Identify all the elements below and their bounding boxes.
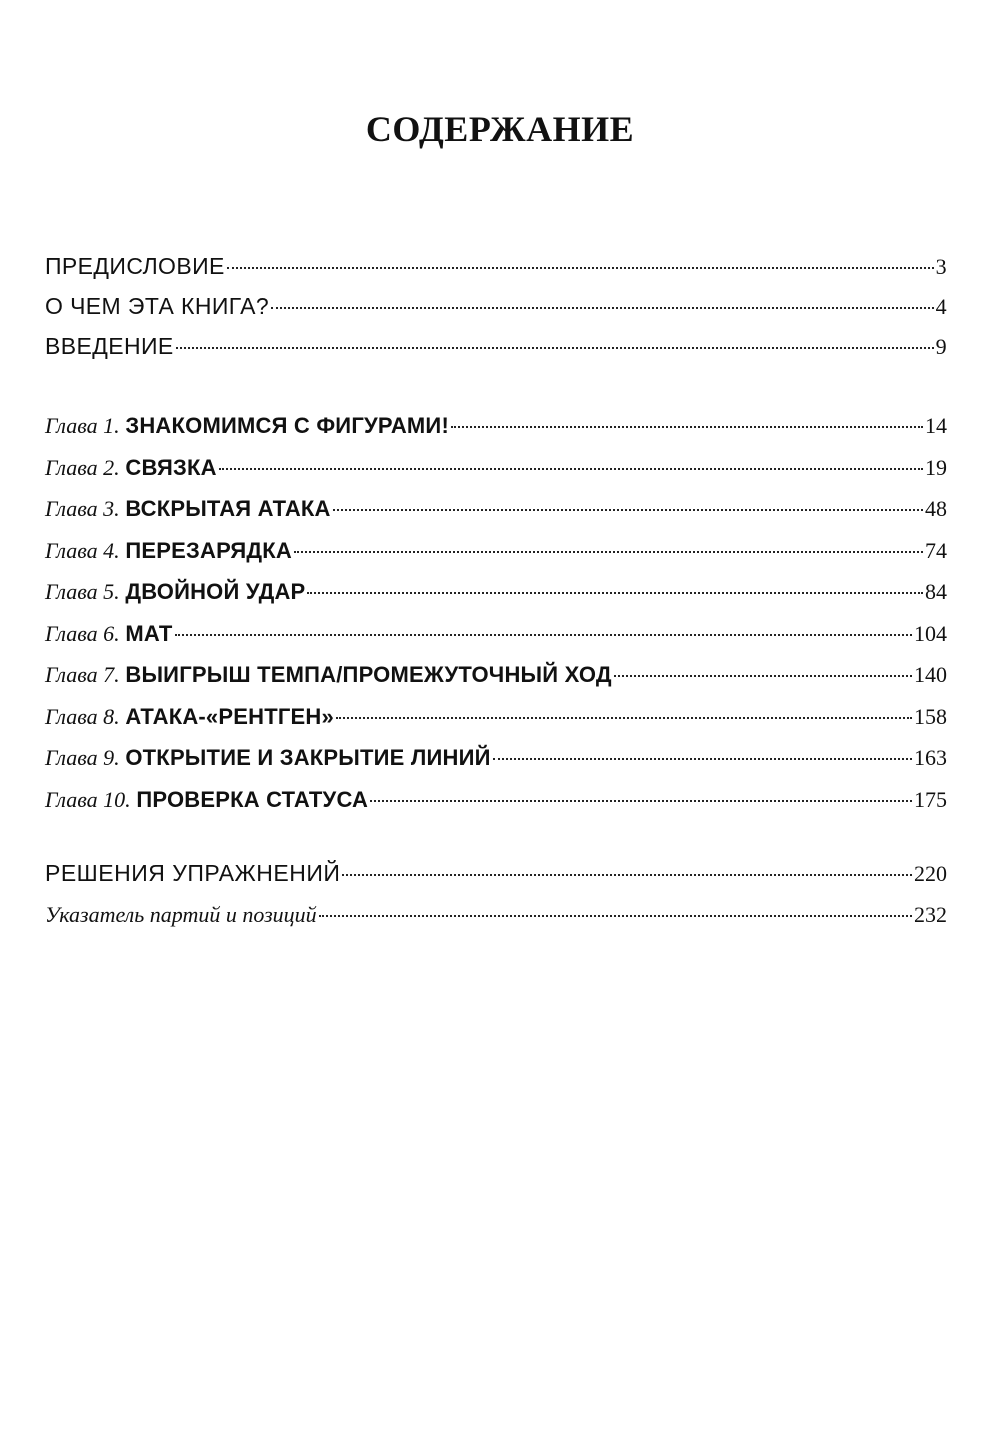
toc-page-number: 14	[925, 413, 947, 438]
dot-leader	[219, 468, 923, 470]
toc-chapter-3	[45, 496, 947, 538]
chapter-title: ЗНАКОМИМСЯ С ФИГУРАМИ!	[125, 413, 449, 438]
chapter-title: МАТ	[125, 620, 173, 646]
chapter-prefix: Глава 7.	[45, 662, 120, 687]
toc-chapter-6	[45, 621, 947, 663]
toc-entry-label: О ЧЕМ ЭТА КНИГА?	[45, 293, 270, 319]
toc-entry-label: Указатель партий и позиций	[45, 902, 317, 927]
toc-chapter-5	[45, 579, 947, 621]
chapter-prefix: Глава 5.	[45, 579, 120, 604]
dot-leader	[493, 758, 912, 760]
dot-leader	[319, 915, 912, 917]
dot-leader	[333, 509, 923, 511]
toc-page-number: 19	[925, 454, 947, 480]
toc-entry-about-book	[45, 293, 947, 333]
toc-chapter-10	[45, 787, 947, 829]
toc-entry-label: ВВЕДЕНИЕ	[45, 333, 174, 359]
chapter-prefix: Глава 2.	[45, 454, 120, 480]
toc-entry-label: РЕШЕНИЯ УПРАЖНЕНИЙ	[45, 860, 341, 886]
dot-leader	[614, 675, 912, 677]
toc-chapter-label	[45, 538, 292, 564]
toc-chapters	[45, 413, 947, 828]
chapter-title: АТАКА-«РЕНТГЕН»	[125, 703, 334, 729]
dot-leader	[227, 267, 934, 269]
toc-chapter-8	[45, 704, 947, 746]
toc-chapter-1	[45, 413, 947, 455]
toc-chapter-2	[45, 455, 947, 497]
chapter-title: ВЫИГРЫШ ТЕМПА/ПРОМЕЖУТОЧНЫЙ ХОД	[125, 662, 612, 687]
dot-leader	[175, 634, 912, 636]
page-title: СОДЕРЖАНИЕ	[365, 109, 635, 149]
toc-chapter-label	[45, 745, 491, 771]
toc-page-number: 74	[925, 537, 947, 563]
chapter-prefix: Глава 10.	[45, 786, 131, 812]
chapter-title: ПЕРЕЗАРЯДКА	[125, 537, 292, 563]
toc-page-number: 232	[914, 902, 947, 927]
dot-leader	[307, 592, 923, 594]
toc-page-number: 84	[925, 579, 947, 604]
toc-chapter-label	[45, 413, 449, 439]
dot-leader	[370, 800, 912, 802]
toc-chapter-label	[45, 704, 334, 730]
chapter-title: СВЯЗКА	[125, 454, 217, 480]
toc-entry-label: ПРЕДИСЛОВИЕ	[45, 253, 225, 279]
chapter-title: ВСКРЫТАЯ АТАКА	[125, 496, 331, 521]
toc-chapter-9	[45, 745, 947, 787]
chapter-prefix: Глава 3.	[45, 496, 120, 521]
toc-page-number: 48	[925, 496, 947, 521]
toc-chapter-4	[45, 538, 947, 580]
toc-chapter-label	[45, 455, 217, 481]
toc-page-number: 9	[935, 334, 947, 359]
dot-leader	[342, 874, 912, 876]
dot-leader	[271, 307, 934, 309]
toc-page-number: 220	[914, 861, 947, 886]
toc-page-number: 163	[914, 745, 947, 770]
dot-leader	[451, 426, 923, 428]
toc-back-matter	[45, 860, 947, 944]
chapter-prefix: Глава 8.	[45, 703, 120, 729]
toc-page-number: 4	[935, 294, 947, 319]
chapter-prefix: Глава 4.	[45, 537, 120, 563]
dot-leader	[294, 551, 923, 553]
chapter-prefix: Глава 6.	[45, 620, 120, 646]
toc-page-number: 140	[914, 662, 947, 687]
toc-chapter-label	[45, 787, 368, 813]
chapter-prefix: Глава 1.	[45, 413, 120, 438]
dot-leader	[336, 717, 912, 719]
chapter-prefix: Глава 9.	[45, 745, 120, 770]
toc-entry-solutions	[45, 860, 947, 902]
toc-entry-introduction	[45, 333, 947, 373]
toc-entry-games-index	[45, 902, 947, 944]
toc-page-number: 3	[935, 254, 947, 279]
toc-page-number: 175	[914, 786, 947, 812]
dot-leader	[176, 347, 934, 349]
toc-page-number: 104	[914, 620, 947, 646]
toc-chapter-label	[45, 621, 173, 647]
toc-chapter-7	[45, 662, 947, 704]
chapter-title: ДВОЙНОЙ УДАР	[125, 579, 306, 604]
toc-chapter-label	[45, 662, 612, 688]
toc-page-number: 158	[914, 703, 947, 729]
toc-entry-preface	[45, 253, 947, 293]
toc-front-matter	[45, 253, 947, 373]
toc-chapter-label	[45, 579, 305, 605]
toc-chapter-label	[45, 496, 331, 522]
chapter-title: ОТКРЫТИЕ И ЗАКРЫТИЕ ЛИНИЙ	[125, 745, 491, 770]
chapter-title: ПРОВЕРКА СТАТУСА	[136, 786, 369, 812]
